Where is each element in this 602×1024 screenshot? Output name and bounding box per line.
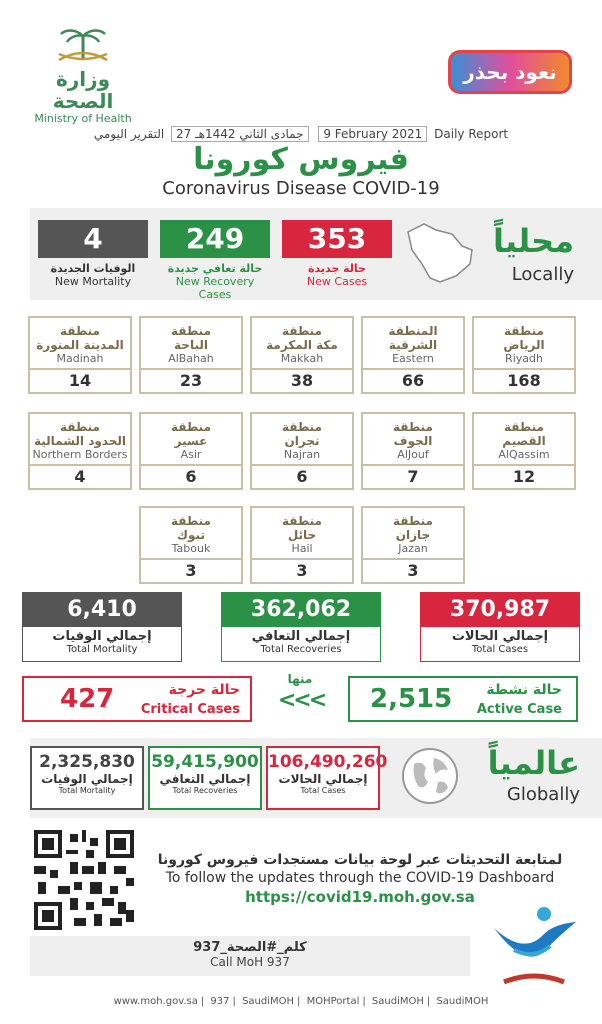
moh-name-en: Ministry of Health: [34, 112, 132, 125]
region-value: 6: [252, 464, 352, 488]
snapchat-link[interactable]: SaudiMOH: [436, 996, 489, 1007]
new-cases-ar: حالة جديدة: [308, 262, 366, 275]
new-cases-stat: [282, 220, 392, 288]
region-name-en: Jazan: [398, 542, 428, 555]
global-recoveries-en: Total Recoveries: [172, 786, 238, 795]
region-name-ar: الجوف: [393, 434, 433, 448]
call-text-ar: كلم_#الصحة_937: [193, 940, 307, 955]
footer-links: www.moh.gov.sa | 937 | SaudiMOH | MOHPortal | SaudiMOH | SaudiMOH: [113, 996, 489, 1007]
new-mortality-value: 4: [38, 220, 148, 258]
region-northern-borders: [28, 412, 132, 490]
region-value: 3: [363, 558, 463, 582]
page-title-en: Coronavirus Disease COVID-19: [162, 178, 440, 199]
report-label-ar: التقرير اليومي: [93, 127, 165, 141]
global-recoveries: [148, 746, 262, 810]
region-prefix: منطقة: [282, 420, 322, 434]
region-alqassim: [472, 412, 576, 490]
region-jazan: [361, 506, 465, 584]
region-value: 6: [141, 464, 241, 488]
phone-link[interactable]: 937: [210, 996, 230, 1007]
region-tabouk: [139, 506, 243, 584]
region-prefix: منطقة: [504, 324, 544, 338]
region-name-en: AlJouf: [397, 448, 429, 461]
local-band: [30, 208, 602, 300]
region-name-en: Northern Borders: [32, 448, 128, 461]
total-mortality-en: Total Mortality: [66, 644, 138, 655]
active-ar: حالة نشطة: [486, 682, 562, 698]
globally-title-ar: عالمياً: [487, 744, 580, 782]
youtube-link[interactable]: MOHPortal: [306, 996, 360, 1007]
region-value: 7: [363, 464, 463, 488]
region-name-en: Hail: [291, 542, 313, 555]
new-recovery-ar: حالة تعافي جديدة: [167, 262, 263, 275]
moh-name-ar: وزارة الصحة: [52, 67, 114, 113]
region-prefix: منطقة: [504, 420, 544, 434]
region-prefix: المنطقة: [388, 324, 438, 338]
new-mortality-en: New Mortality: [54, 275, 132, 288]
globe-icon: [400, 746, 460, 806]
region-name-ar: القصيم: [502, 434, 546, 448]
report-line: [0, 126, 602, 142]
total-recoveries: [221, 592, 381, 662]
of-which-label: منها: [287, 672, 313, 686]
qr-code-icon: [34, 830, 134, 930]
region-hail: [250, 506, 354, 584]
region-name-en: Makkah: [280, 352, 324, 365]
global-mortality-value: 2,325,830: [39, 752, 135, 772]
critical-value: 427: [60, 684, 115, 714]
total-cases-value: 370,987: [421, 593, 579, 627]
region-albahah: [139, 316, 243, 394]
total-cases-en: Total Cases: [471, 644, 529, 655]
call-text-en: Call MoH 937: [210, 955, 290, 969]
twitter-link[interactable]: SaudiMOH: [242, 996, 295, 1007]
region-value: 168: [474, 368, 574, 392]
new-recovery-stat: [160, 220, 270, 301]
total-mortality: [22, 592, 182, 662]
region-value: 12: [474, 464, 574, 488]
region-value: 66: [363, 368, 463, 392]
hijri-date: 27 جمادى الثاني 1442هـ: [171, 126, 308, 142]
region-value: 4: [30, 464, 130, 488]
region-eastern: [361, 316, 465, 394]
region-name-ar: حائل: [287, 528, 317, 542]
global-recoveries-value: 59,415,900: [151, 752, 259, 772]
active-en: Active Case: [476, 702, 562, 717]
region-name-ar: الباحة: [174, 338, 208, 352]
global-mortality-en: Total Mortality: [58, 786, 116, 795]
new-cases-en: New Cases: [306, 275, 368, 288]
region-name-en: Najran: [283, 448, 321, 461]
region-value: 23: [141, 368, 241, 392]
region-name-ar: الشرقية: [388, 338, 438, 352]
instagram-link[interactable]: SaudiMOH: [371, 996, 424, 1007]
locally-title-en: Locally: [511, 264, 574, 285]
critical-cases: [22, 676, 252, 722]
region-prefix: منطقة: [393, 420, 433, 434]
region-name-ar: الحدود الشمالية: [33, 434, 127, 448]
saudi-map-icon: [400, 220, 478, 286]
region-prefix: منطقة: [171, 420, 211, 434]
new-mortality-ar: الوفيات الجديدة: [50, 262, 136, 275]
total-recoveries-value: 362,062: [222, 593, 380, 627]
report-label-en: Daily Report: [434, 127, 509, 141]
active-value: 2,515: [370, 684, 453, 714]
total-cases-ar: إجمالي الحالات: [451, 629, 549, 644]
region-name-ar: عسير: [174, 434, 208, 448]
region-madinah: [28, 316, 132, 394]
region-name-en: AlQassim: [498, 448, 550, 461]
total-mortality-ar: إجمالي الوفيات: [52, 629, 152, 644]
website-link[interactable]: www.moh.gov.sa: [113, 996, 198, 1007]
global-band: [30, 738, 602, 818]
region-name-ar: تبوك: [177, 528, 205, 542]
campaign-badge: نعود بحذر: [448, 50, 572, 94]
global-cases-ar: إجمالي الحالات: [278, 772, 368, 786]
region-name-ar: نجران: [284, 434, 320, 448]
region-name-ar: الرياض: [503, 338, 545, 352]
global-cases: [266, 746, 388, 810]
page-title-ar: فيروس كورونا: [193, 142, 409, 177]
region-name-en: Riyadh: [505, 352, 543, 365]
region-value: 3: [252, 558, 352, 582]
global-recoveries-ar: إجمالي التعافي: [159, 772, 251, 786]
dashboard-link[interactable]: https://covid19.moh.gov.sa: [245, 888, 475, 906]
total-cases: [420, 592, 580, 662]
new-recovery-en: New Recovery Cases: [175, 275, 255, 301]
arrows-icon: <<<: [277, 688, 325, 713]
critical-ar: حالة حرجة: [168, 682, 240, 698]
region-prefix: منطقة: [282, 324, 322, 338]
call-band: [30, 936, 470, 976]
region-najran: [250, 412, 354, 490]
region-name-ar: مكة المكرمة: [266, 338, 338, 352]
global-mortality: [30, 746, 144, 810]
region-prefix: منطقة: [60, 420, 100, 434]
region-name-ar: المدينة المنورة: [36, 338, 124, 352]
region-name-ar: جازان: [395, 528, 431, 542]
region-value: 14: [30, 368, 130, 392]
region-prefix: منطقة: [171, 324, 211, 338]
globally-title-en: Globally: [506, 784, 580, 805]
palm-swords-icon: [51, 24, 115, 64]
region-name-en: AlBahah: [168, 352, 214, 365]
region-prefix: منطقة: [60, 324, 100, 338]
region-aljouf: [361, 412, 465, 490]
dashboard-text-ar: لمتابعة التحديثات عبر لوحة بيانات مستجدات فيروس كورونا: [157, 852, 563, 868]
region-prefix: منطقة: [282, 514, 322, 528]
new-cases-value: 353: [282, 220, 392, 258]
new-recovery-value: 249: [160, 220, 270, 258]
active-cases: [348, 676, 578, 722]
critical-en: Critical Cases: [140, 702, 240, 717]
total-recoveries-en: Total Recoveries: [260, 644, 342, 655]
new-mortality-stat: [38, 220, 148, 288]
region-name-en: Eastern: [392, 352, 434, 365]
newspaper-logo-icon: [484, 900, 584, 1000]
region-prefix: منطقة: [393, 514, 433, 528]
total-recoveries-ar: إجمالي التعافي: [251, 629, 351, 644]
region-asir: [139, 412, 243, 490]
global-mortality-ar: إجمالي الوفيات: [41, 772, 133, 786]
global-cases-en: Total Cases: [300, 786, 346, 795]
gregorian-date: 9 February 2021: [318, 126, 427, 142]
region-value: 38: [252, 368, 352, 392]
dashboard-text-en: To follow the updates through the COVID-19 Dashboard: [165, 870, 555, 886]
region-value: 3: [141, 558, 241, 582]
region-name-en: Tabouk: [171, 542, 211, 555]
region-makkah: [250, 316, 354, 394]
region-prefix: منطقة: [171, 514, 211, 528]
global-cases-value: 106,490,260: [268, 752, 388, 772]
region-name-en: Asir: [180, 448, 202, 461]
region-riyadh: [472, 316, 576, 394]
moh-logo: [28, 24, 138, 125]
total-mortality-value: 6,410: [23, 593, 181, 627]
locally-title-ar: محلياً: [492, 222, 574, 260]
region-name-en: Madinah: [56, 352, 104, 365]
